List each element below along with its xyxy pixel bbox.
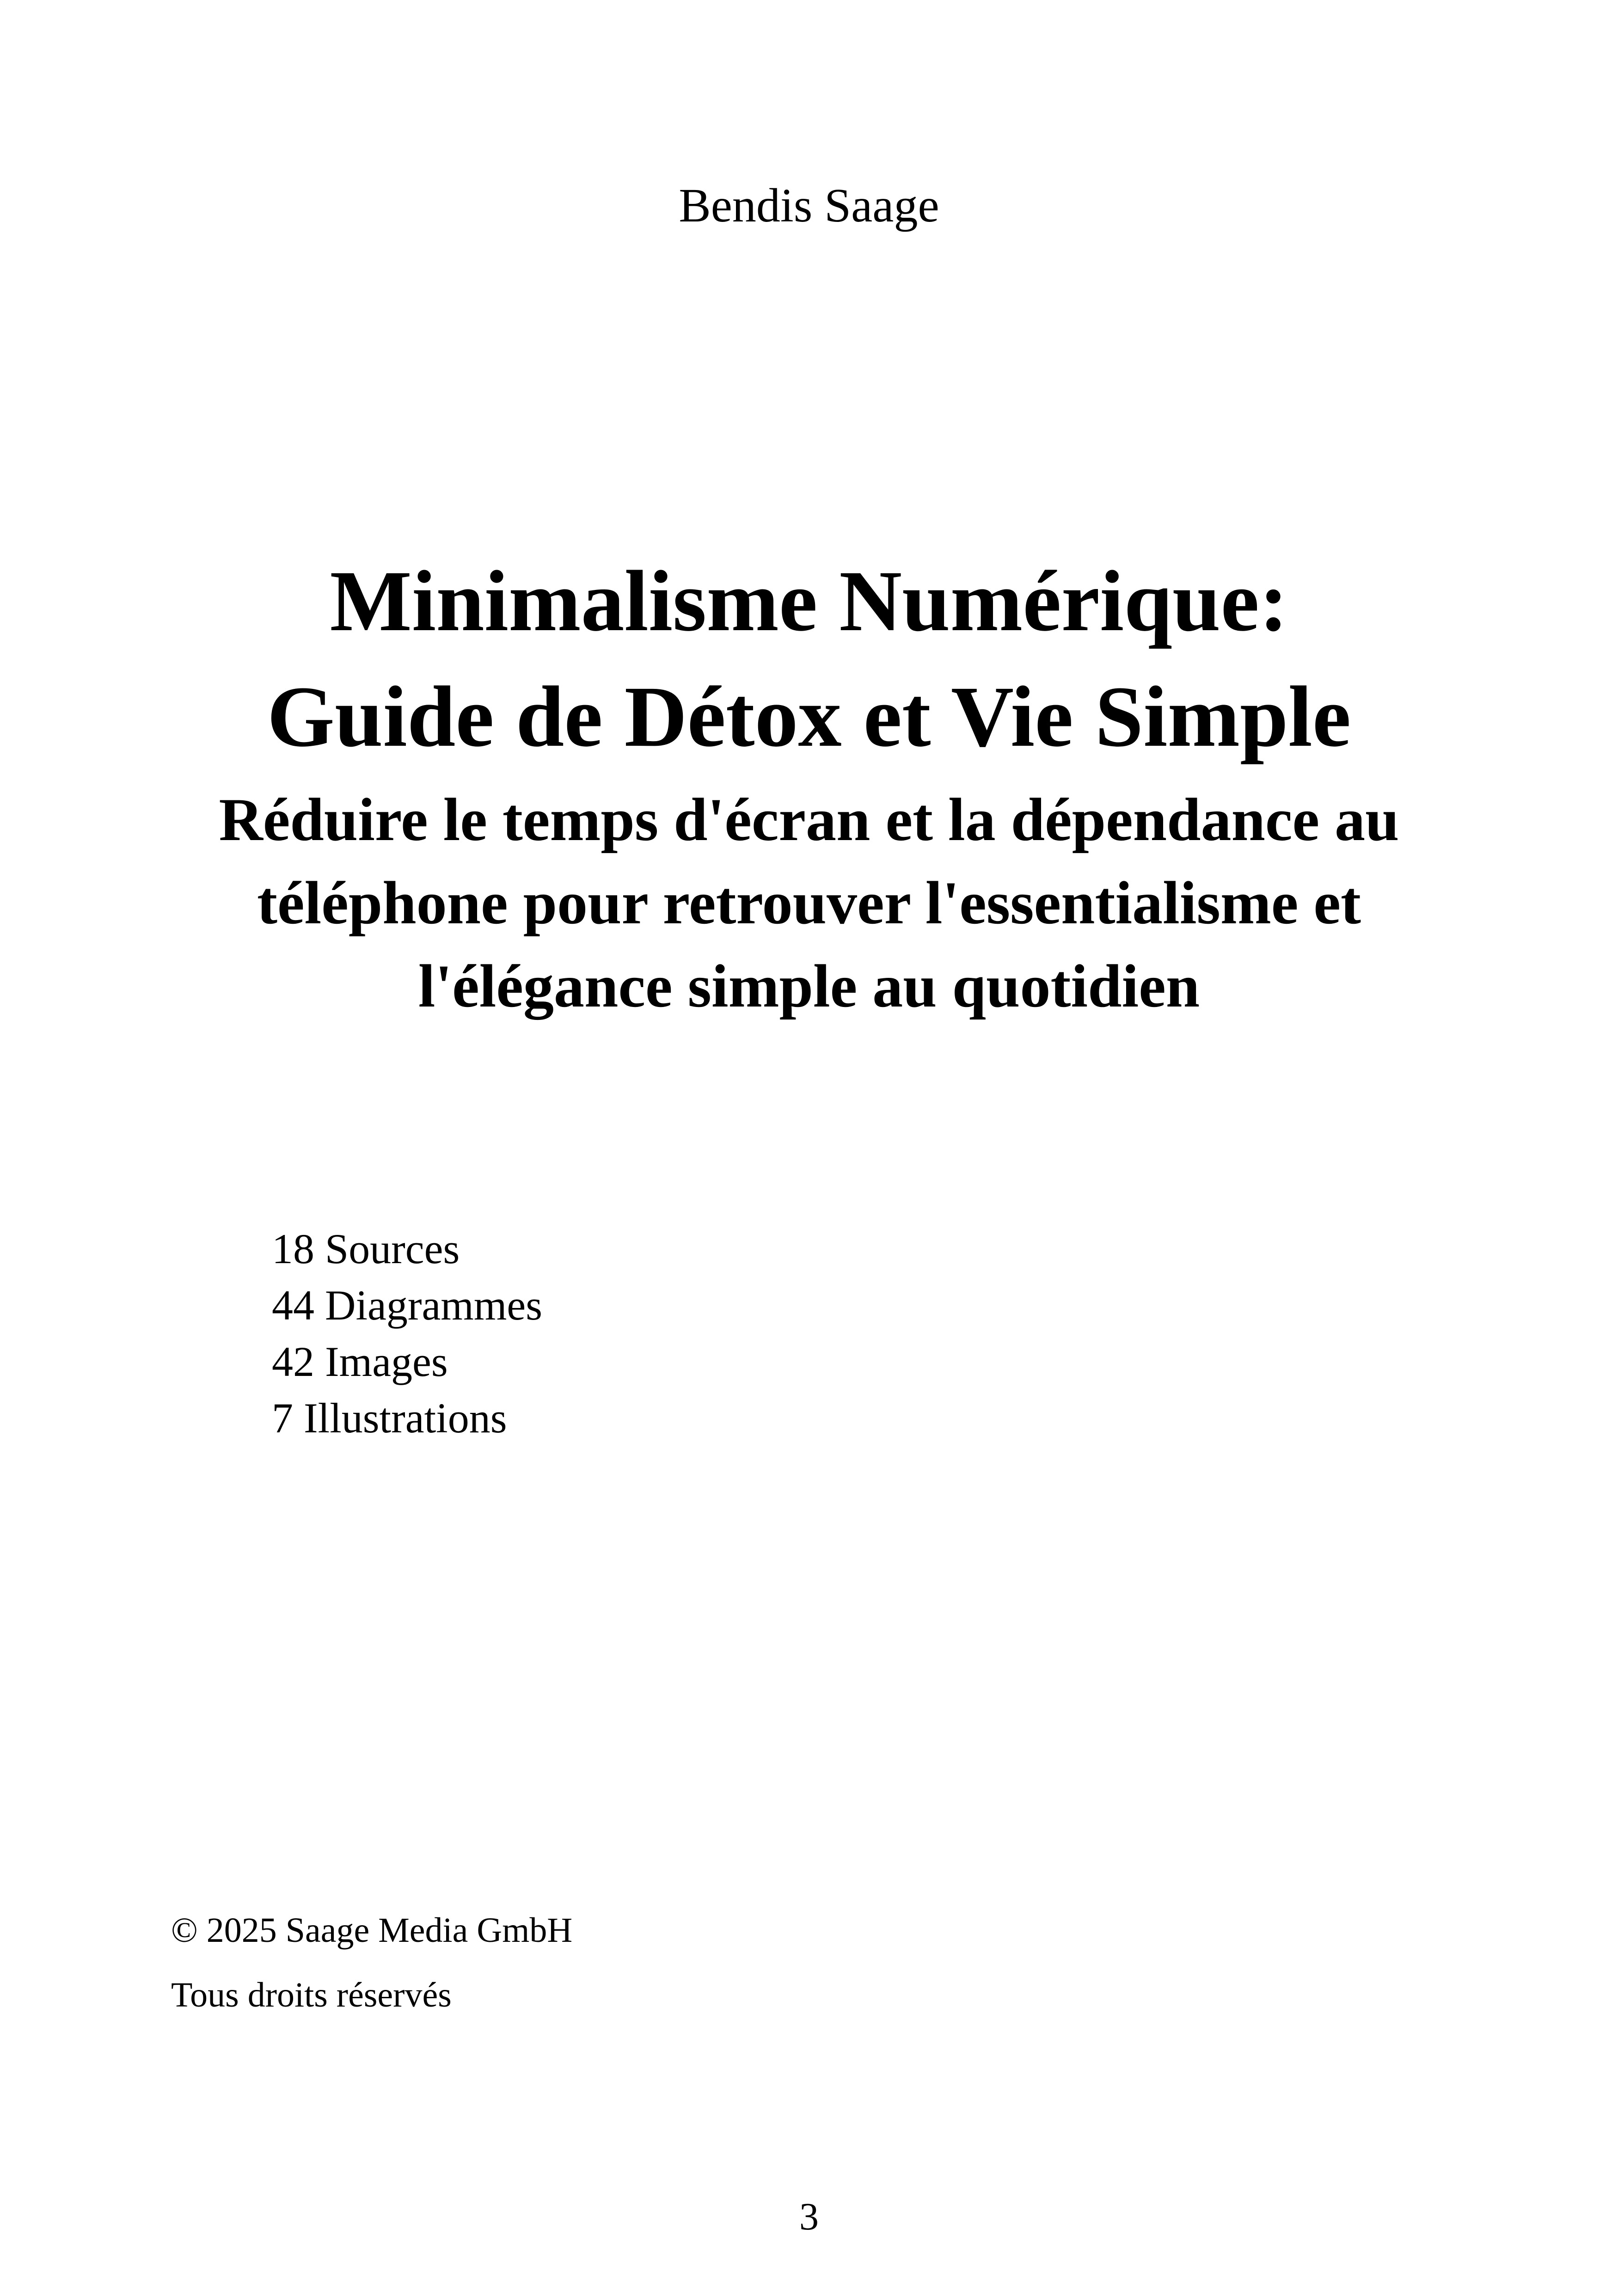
title-block	[92, 543, 1526, 1028]
page-number: 3	[799, 2195, 819, 2238]
copyright-notice: © 2025 Saage Media GmbH	[171, 1911, 573, 1950]
rights-notice: Tous droits réservés	[171, 1976, 452, 2014]
stat-images: 42 Images	[272, 1338, 448, 1385]
book-subtitle: Réduire le temps d'écran et la dépendance au téléphone pour retrouver l'essentialisme et l'élégance simple au quotidien	[219, 786, 1399, 1020]
content-stats-list	[272, 1221, 542, 1446]
stat-diagrams: 44 Diagrammes	[272, 1282, 543, 1329]
author-name: Bendis Saage	[679, 179, 939, 232]
book-title-line-1: Minimalisme Numérique:	[330, 553, 1288, 649]
book-title-line-2: Guide de Détox et Vie Simple	[267, 668, 1351, 765]
stat-sources: 18 Sources	[272, 1225, 460, 1272]
stat-illustrations: 7 Illustrations	[272, 1394, 507, 1442]
